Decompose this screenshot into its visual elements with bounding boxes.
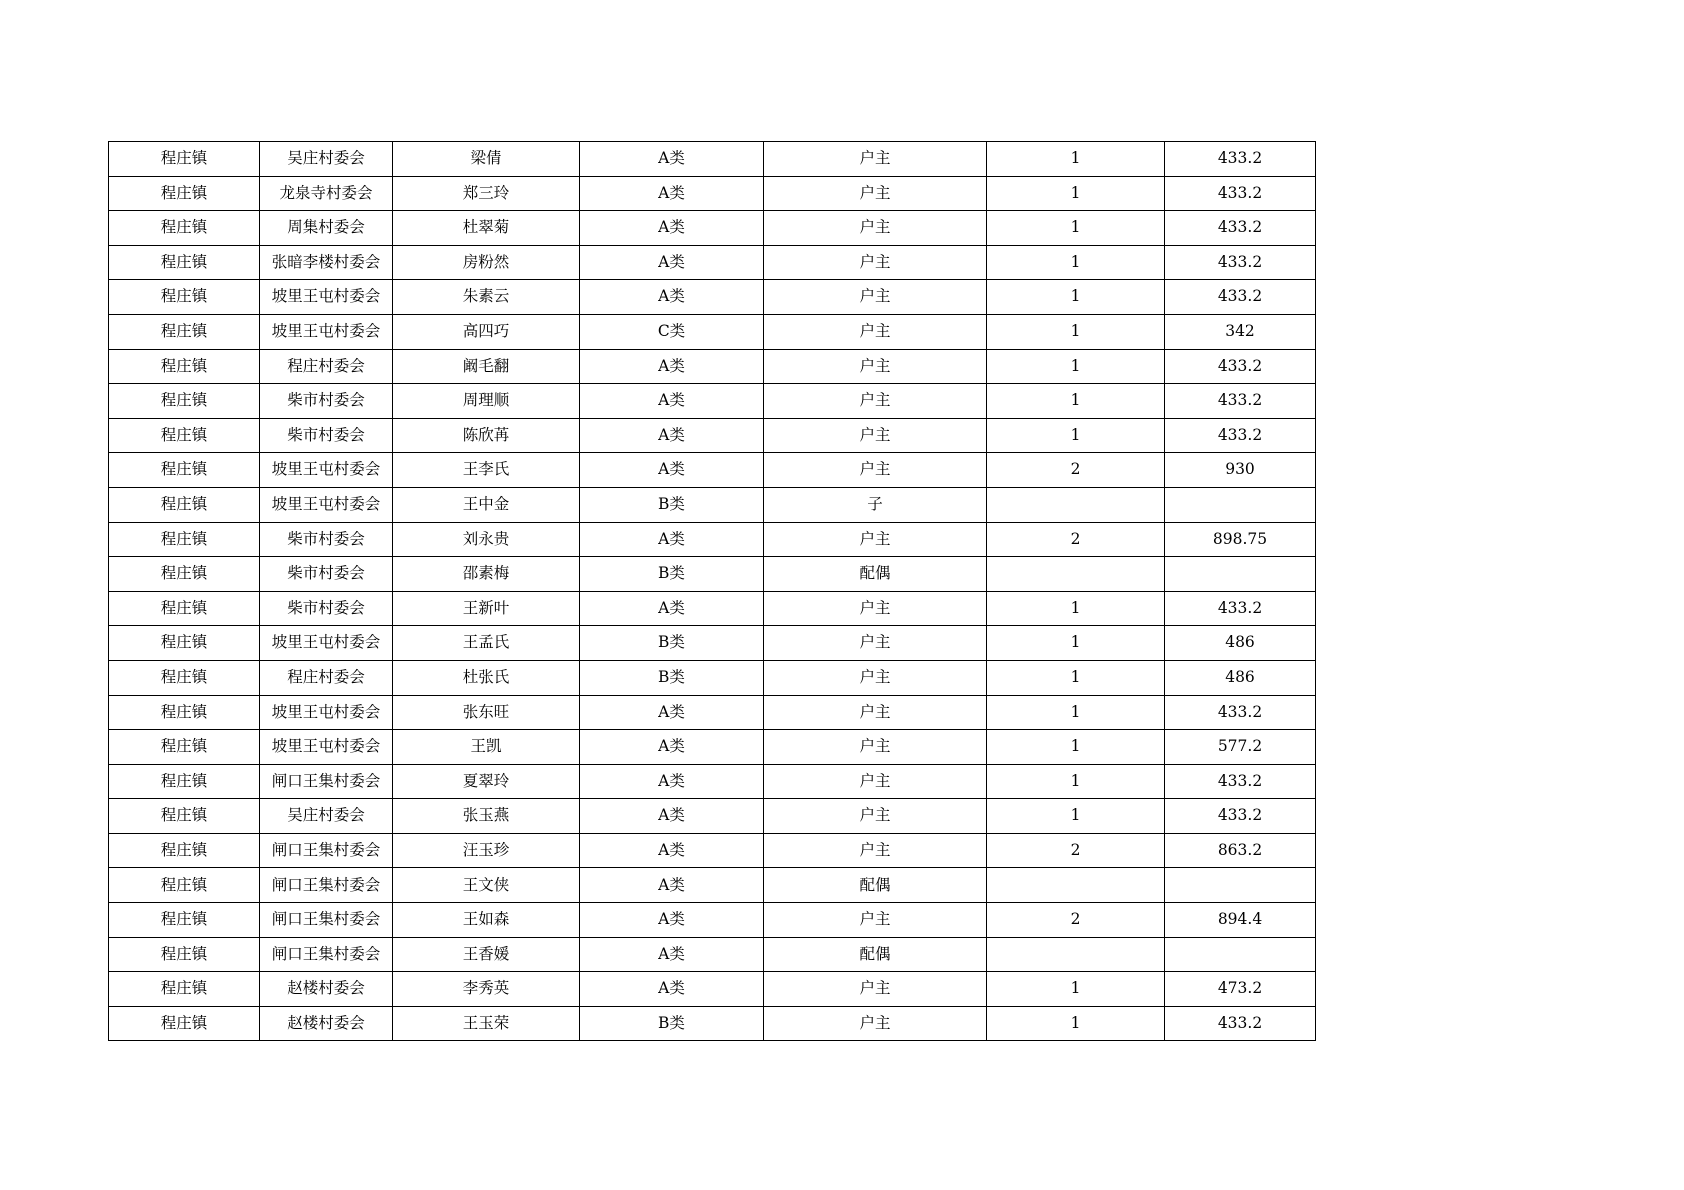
town-cell: 程庄镇 [109,799,260,834]
village-committee-cell: 柴市村委会 [260,418,393,453]
table-row [109,799,1316,834]
category-cell: B类 [580,557,764,592]
amount-cell: 486 [1165,660,1316,695]
category-cell: A类 [580,868,764,903]
household-size-cell: 2 [987,453,1165,488]
name-cell: 夏翠玲 [393,764,580,799]
category-cell: A类 [580,418,764,453]
village-committee-cell: 坡里王屯村委会 [260,487,393,522]
table-row [109,903,1316,938]
name-cell: 王凯 [393,730,580,765]
village-committee-cell: 吴庄村委会 [260,799,393,834]
category-cell: A类 [580,764,764,799]
assistance-roster-table [108,141,1316,1041]
relation-cell: 户主 [764,730,987,765]
relation-cell: 户主 [764,764,987,799]
village-committee-cell: 程庄村委会 [260,349,393,384]
name-cell: 王新叶 [393,591,580,626]
relation-cell: 户主 [764,349,987,384]
household-size-cell: 1 [987,245,1165,280]
amount-cell: 433.2 [1165,384,1316,419]
category-cell: A类 [580,245,764,280]
town-cell: 程庄镇 [109,522,260,557]
category-cell: A类 [580,903,764,938]
table-row [109,280,1316,315]
name-cell: 周理顺 [393,384,580,419]
name-cell: 王玉荣 [393,1006,580,1041]
relation-cell: 户主 [764,453,987,488]
relation-cell: 配偶 [764,937,987,972]
town-cell: 程庄镇 [109,314,260,349]
roster-body [109,142,1316,1041]
category-cell: A类 [580,730,764,765]
category-cell: A类 [580,799,764,834]
name-cell: 王如森 [393,903,580,938]
village-committee-cell: 坡里王屯村委会 [260,626,393,661]
amount-cell: 433.2 [1165,764,1316,799]
village-committee-cell: 柴市村委会 [260,557,393,592]
household-size-cell: 1 [987,280,1165,315]
town-cell: 程庄镇 [109,868,260,903]
table-row [109,349,1316,384]
category-cell: C类 [580,314,764,349]
village-committee-cell: 赵楼村委会 [260,972,393,1007]
town-cell: 程庄镇 [109,660,260,695]
amount-cell: 863.2 [1165,833,1316,868]
category-cell: B类 [580,660,764,695]
village-committee-cell: 坡里王屯村委会 [260,730,393,765]
village-committee-cell: 坡里王屯村委会 [260,314,393,349]
amount-cell: 433.2 [1165,418,1316,453]
relation-cell: 户主 [764,660,987,695]
category-cell: A类 [580,453,764,488]
household-size-cell: 1 [987,211,1165,246]
household-size-cell: 1 [987,626,1165,661]
relation-cell: 户主 [764,1006,987,1041]
town-cell: 程庄镇 [109,211,260,246]
relation-cell: 户主 [764,695,987,730]
village-committee-cell: 周集村委会 [260,211,393,246]
name-cell: 房粉然 [393,245,580,280]
table-row [109,245,1316,280]
amount-cell: 433.2 [1165,176,1316,211]
village-committee-cell: 程庄村委会 [260,660,393,695]
relation-cell: 子 [764,487,987,522]
name-cell: 刘永贵 [393,522,580,557]
relation-cell: 户主 [764,211,987,246]
table-row [109,660,1316,695]
amount-cell: 898.75 [1165,522,1316,557]
amount-cell: 433.2 [1165,591,1316,626]
town-cell: 程庄镇 [109,937,260,972]
household-size-cell: 1 [987,176,1165,211]
name-cell: 李秀英 [393,972,580,1007]
amount-cell [1165,937,1316,972]
table-row [109,557,1316,592]
village-committee-cell: 龙泉寺村委会 [260,176,393,211]
town-cell: 程庄镇 [109,487,260,522]
name-cell: 张东旺 [393,695,580,730]
household-size-cell [987,557,1165,592]
name-cell: 杜翠菊 [393,211,580,246]
household-size-cell: 2 [987,903,1165,938]
table-row [109,314,1316,349]
town-cell: 程庄镇 [109,349,260,384]
category-cell: A类 [580,695,764,730]
table-row [109,1006,1316,1041]
relation-cell: 户主 [764,176,987,211]
table-row [109,695,1316,730]
relation-cell: 户主 [764,245,987,280]
category-cell: A类 [580,211,764,246]
amount-cell: 894.4 [1165,903,1316,938]
category-cell: A类 [580,937,764,972]
town-cell: 程庄镇 [109,833,260,868]
name-cell: 张玉燕 [393,799,580,834]
village-committee-cell: 坡里王屯村委会 [260,280,393,315]
relation-cell: 户主 [764,833,987,868]
category-cell: A类 [580,591,764,626]
name-cell: 高四巧 [393,314,580,349]
village-committee-cell: 柴市村委会 [260,522,393,557]
household-size-cell [987,487,1165,522]
table-row [109,211,1316,246]
table-row [109,591,1316,626]
amount-cell: 433.2 [1165,211,1316,246]
household-size-cell: 1 [987,349,1165,384]
table-row [109,453,1316,488]
town-cell: 程庄镇 [109,764,260,799]
relation-cell: 户主 [764,903,987,938]
village-committee-cell: 闸口王集村委会 [260,937,393,972]
household-size-cell: 1 [987,591,1165,626]
town-cell: 程庄镇 [109,972,260,1007]
town-cell: 程庄镇 [109,903,260,938]
town-cell: 程庄镇 [109,557,260,592]
relation-cell: 户主 [764,314,987,349]
name-cell: 陈欣苒 [393,418,580,453]
name-cell: 阚毛翻 [393,349,580,384]
village-committee-cell: 闸口王集村委会 [260,868,393,903]
town-cell: 程庄镇 [109,142,260,177]
amount-cell: 577.2 [1165,730,1316,765]
relation-cell: 配偶 [764,557,987,592]
name-cell: 王中金 [393,487,580,522]
household-size-cell: 1 [987,799,1165,834]
relation-cell: 配偶 [764,868,987,903]
category-cell: A类 [580,142,764,177]
relation-cell: 户主 [764,142,987,177]
category-cell: B类 [580,1006,764,1041]
village-committee-cell: 闸口王集村委会 [260,903,393,938]
amount-cell: 433.2 [1165,245,1316,280]
table-row [109,142,1316,177]
name-cell: 王香媛 [393,937,580,972]
household-size-cell: 1 [987,314,1165,349]
category-cell: A类 [580,349,764,384]
name-cell: 杜张氏 [393,660,580,695]
household-size-cell: 1 [987,418,1165,453]
table-row [109,176,1316,211]
name-cell: 郑三玲 [393,176,580,211]
town-cell: 程庄镇 [109,453,260,488]
amount-cell: 433.2 [1165,1006,1316,1041]
table-row [109,868,1316,903]
household-size-cell: 1 [987,1006,1165,1041]
relation-cell: 户主 [764,591,987,626]
table-row [109,972,1316,1007]
town-cell: 程庄镇 [109,280,260,315]
category-cell: B类 [580,487,764,522]
village-committee-cell: 闸口王集村委会 [260,764,393,799]
table-row [109,522,1316,557]
household-size-cell: 1 [987,660,1165,695]
category-cell: A类 [580,280,764,315]
amount-cell: 473.2 [1165,972,1316,1007]
household-size-cell: 1 [987,764,1165,799]
household-size-cell: 1 [987,695,1165,730]
household-size-cell [987,937,1165,972]
name-cell: 汪玉珍 [393,833,580,868]
household-size-cell: 2 [987,833,1165,868]
town-cell: 程庄镇 [109,626,260,661]
table-row [109,487,1316,522]
relation-cell: 户主 [764,626,987,661]
household-size-cell: 2 [987,522,1165,557]
amount-cell: 433.2 [1165,349,1316,384]
amount-cell [1165,487,1316,522]
household-size-cell: 1 [987,384,1165,419]
village-committee-cell: 吴庄村委会 [260,142,393,177]
household-size-cell: 1 [987,972,1165,1007]
relation-cell: 户主 [764,799,987,834]
table-row [109,384,1316,419]
village-committee-cell: 柴市村委会 [260,591,393,626]
relation-cell: 户主 [764,280,987,315]
town-cell: 程庄镇 [109,730,260,765]
table-row [109,937,1316,972]
table-row [109,730,1316,765]
category-cell: A类 [580,176,764,211]
amount-cell: 930 [1165,453,1316,488]
village-committee-cell: 赵楼村委会 [260,1006,393,1041]
town-cell: 程庄镇 [109,245,260,280]
table-row [109,833,1316,868]
name-cell: 王文侠 [393,868,580,903]
amount-cell: 433.2 [1165,799,1316,834]
village-committee-cell: 柴市村委会 [260,384,393,419]
village-committee-cell: 闸口王集村委会 [260,833,393,868]
village-committee-cell: 张暗李楼村委会 [260,245,393,280]
table-row [109,418,1316,453]
category-cell: A类 [580,972,764,1007]
category-cell: A类 [580,522,764,557]
name-cell: 王孟氏 [393,626,580,661]
name-cell: 朱素云 [393,280,580,315]
category-cell: B类 [580,626,764,661]
amount-cell: 433.2 [1165,142,1316,177]
table-row [109,626,1316,661]
relation-cell: 户主 [764,384,987,419]
amount-cell [1165,868,1316,903]
relation-cell: 户主 [764,972,987,1007]
name-cell: 梁倩 [393,142,580,177]
town-cell: 程庄镇 [109,695,260,730]
relation-cell: 户主 [764,418,987,453]
town-cell: 程庄镇 [109,176,260,211]
amount-cell [1165,557,1316,592]
amount-cell: 486 [1165,626,1316,661]
amount-cell: 433.2 [1165,695,1316,730]
relation-cell: 户主 [764,522,987,557]
amount-cell: 433.2 [1165,280,1316,315]
town-cell: 程庄镇 [109,591,260,626]
town-cell: 程庄镇 [109,1006,260,1041]
household-size-cell: 1 [987,142,1165,177]
category-cell: A类 [580,833,764,868]
name-cell: 邵素梅 [393,557,580,592]
household-size-cell: 1 [987,730,1165,765]
town-cell: 程庄镇 [109,418,260,453]
amount-cell: 342 [1165,314,1316,349]
household-size-cell [987,868,1165,903]
table-row [109,764,1316,799]
village-committee-cell: 坡里王屯村委会 [260,453,393,488]
category-cell: A类 [580,384,764,419]
name-cell: 王李氏 [393,453,580,488]
village-committee-cell: 坡里王屯村委会 [260,695,393,730]
town-cell: 程庄镇 [109,384,260,419]
